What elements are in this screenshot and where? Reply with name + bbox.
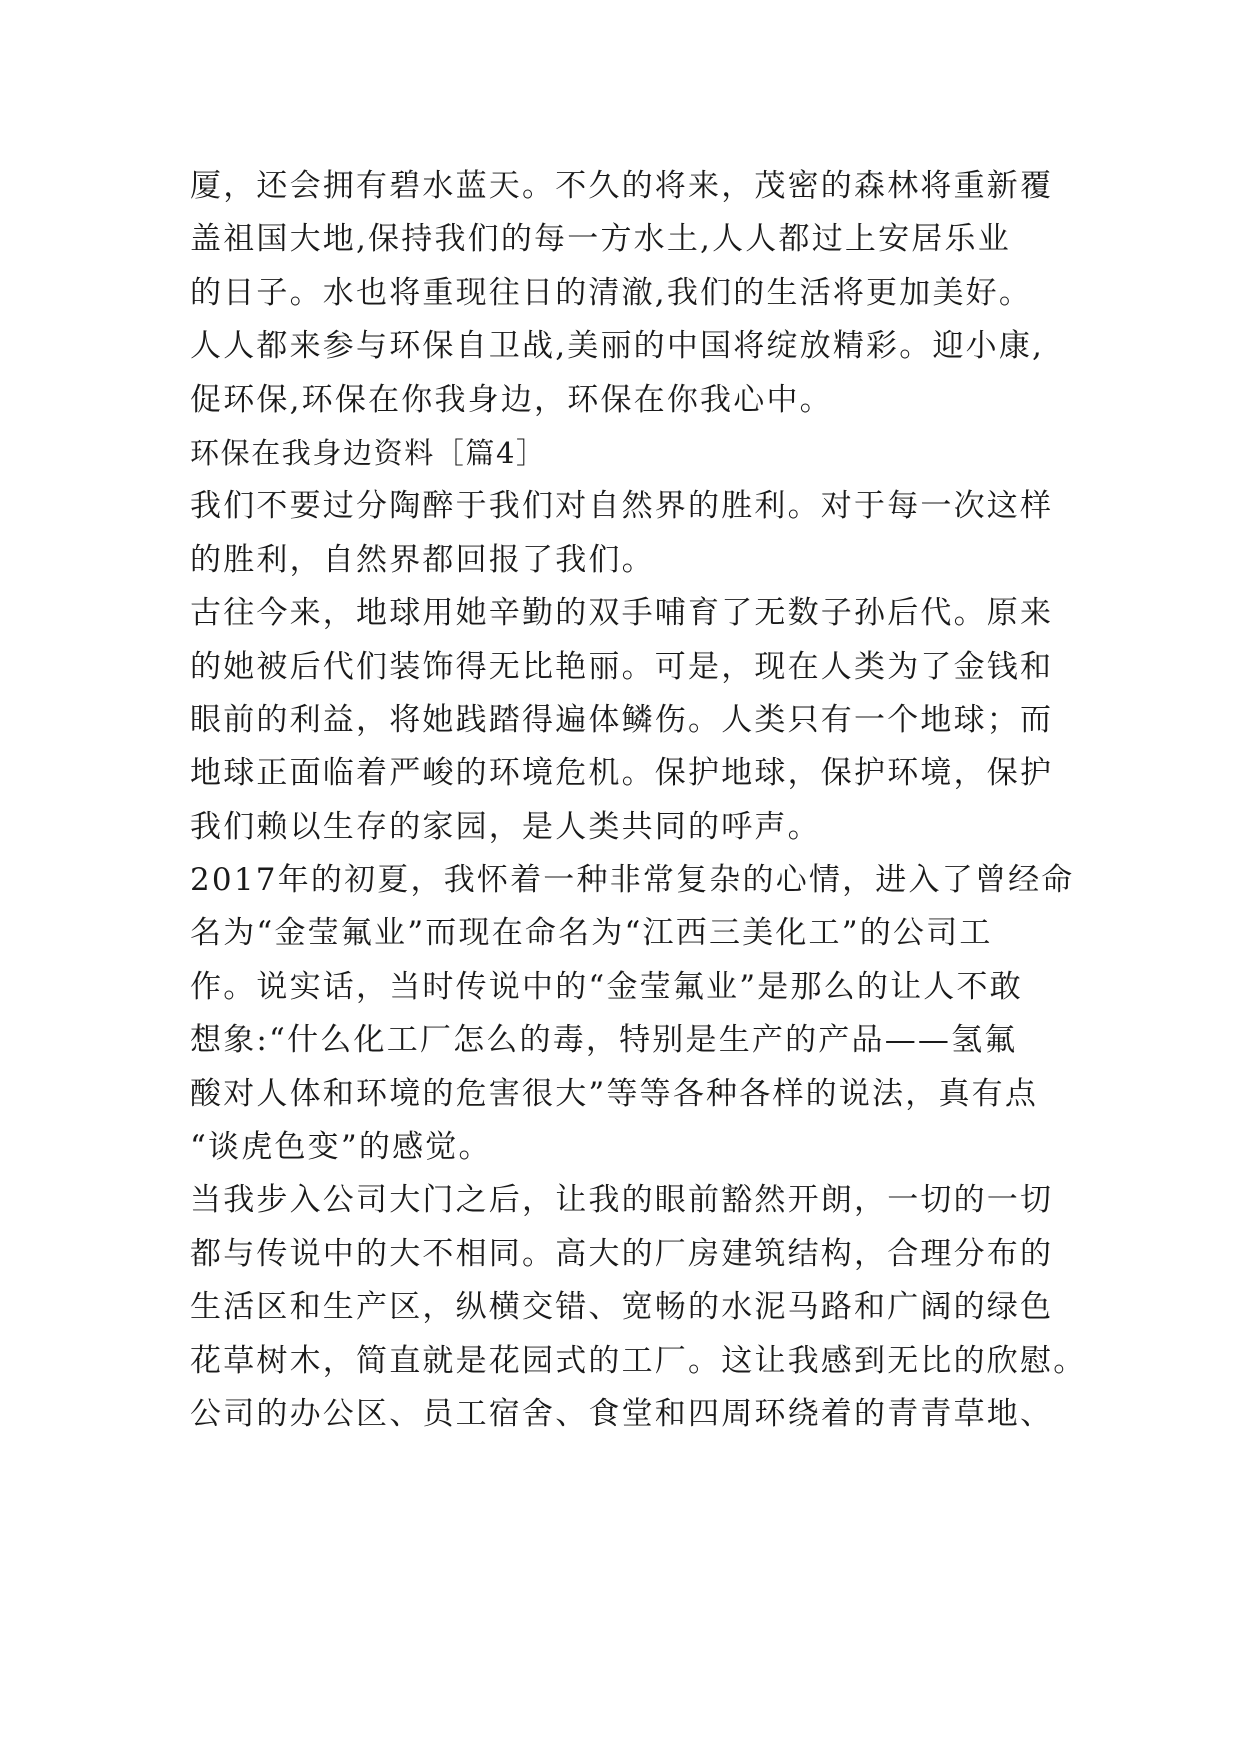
text-line: 厦，还会拥有碧水蓝天。不久的将来，茂密的森林将重新覆 bbox=[190, 168, 1054, 204]
text-line: 古往今来，地球用她辛勤的双手哺育了无数子孙后代。原来 bbox=[190, 595, 1054, 632]
text-line: 2017年的初夏，我怀着一种非常复杂的心情，进入了曾经命 bbox=[190, 862, 1075, 899]
text-line: 促环保,环保在你我身边，环保在你我心中。 bbox=[190, 381, 833, 418]
document-body bbox=[190, 160, 1087, 1441]
text-line: 盖祖国大地,保持我们的每一方水土,人人都过上安居乐业 bbox=[190, 221, 1011, 258]
text-line: 的胜利，自然界都回报了我们。 bbox=[190, 541, 655, 578]
text-line: 我们不要过分陶醉于我们对自然界的胜利。对于每一次这样 bbox=[190, 488, 1054, 525]
text-line: 作。说实话，当时传说中的“金莹氟业”是那么的让人不敢 bbox=[190, 968, 1023, 1005]
text-line: 想象:“什么化工厂怎么的毒，特别是生产的产品——氢氟 bbox=[190, 1022, 1018, 1059]
text-line: 公司的办公区、员工宿舍、食堂和四周环绕着的青青草地、 bbox=[190, 1395, 1054, 1432]
text-line: 花草树木，简直就是花园式的工厂。这让我感到无比的欣慰。 bbox=[190, 1342, 1087, 1379]
text-line: 名为“金莹氟业”而现在命名为“江西三美化工”的公司工 bbox=[190, 915, 993, 952]
text-line: 都与传说中的大不相同。高大的厂房建筑结构，合理分布的 bbox=[190, 1235, 1054, 1272]
text-line: 的她被后代们装饰得无比艳丽。可是，现在人类为了金钱和 bbox=[190, 648, 1054, 685]
section-heading: 环保在我身边资料［篇4］ bbox=[190, 435, 547, 470]
text-line: “谈虎色变”的感觉。 bbox=[190, 1129, 492, 1166]
text-line: 眼前的利益，将她践踏得遍体鳞伤。人类只有一个地球；而 bbox=[190, 701, 1054, 738]
text-line: 生活区和生产区，纵横交错、宽畅的水泥马路和广阔的绿色 bbox=[190, 1289, 1054, 1326]
text-line: 我们赖以生存的家园，是人类共同的呼声。 bbox=[190, 808, 821, 845]
text-line: 酸对人体和环境的危害很大”等等各种各样的说法，真有点 bbox=[190, 1075, 1039, 1112]
text-line: 人人都来参与环保自卫战,美丽的中国将绽放精彩。迎小康, bbox=[190, 328, 1045, 365]
text-line: 地球正面临着严峻的环境危机。保护地球，保护环境，保护 bbox=[190, 755, 1054, 792]
text-line: 当我步入公司大门之后，让我的眼前豁然开朗，一切的一切 bbox=[190, 1182, 1054, 1219]
text-line: 的日子。水也将重现往日的清澈,我们的生活将更加美好。 bbox=[190, 274, 1033, 311]
